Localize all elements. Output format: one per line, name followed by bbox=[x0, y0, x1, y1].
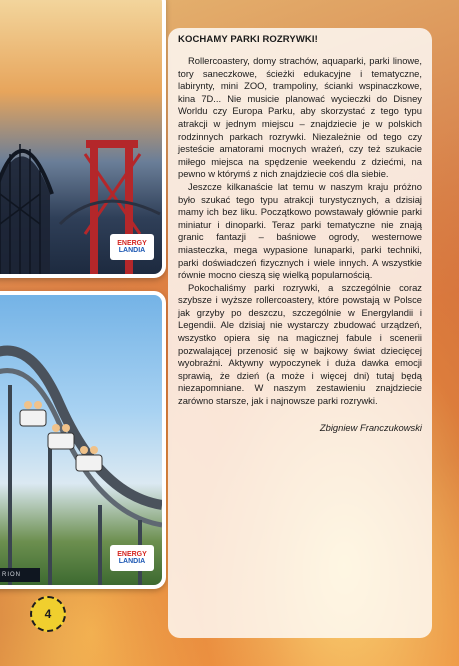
article-paragraph: Pokochaliśmy parki rozrywki, a szczególnie coraz szybsze i wyższe rollercoastery, które powstają w Polsce jak grzyby po deszczu, szczególnie w Energylandii i Legendii. Ale dzisiaj nie wystarczy zbudować urządzeń, wszystko opiera się na magicznej fabule i scenerii pozwalającej przenosić się w bajkowy świat dziecięcej wyobraźni. Aktywny wypoczynek i duża dawka emocji sprawią, że dzień (a może i więcej dni) tutaj będą niezapomniane. W naszym zestawieniu znajdziecie zarówno starsze, jak i najnowsze parki rozrywki. bbox=[178, 281, 422, 407]
photo-caption-strip: RION bbox=[0, 568, 40, 582]
article-panel bbox=[168, 28, 432, 638]
energylandia-logo: ENERGY LANDIA bbox=[110, 545, 154, 571]
page-number-badge bbox=[30, 596, 66, 632]
page-number: 4 bbox=[44, 607, 52, 621]
article-paragraph: Rollercoastery, domy strachów, aquaparki, parki linowe, tory saneczkowe, ścieżki edukacyjne i tematyczne, labirynty, mini ZOO, trampoliny, ścianki wspinaczkowe, kina 7D... Nie musicie planować wycieczki do Disney Worldu czy Europa Parku, aby skorzystać z tego typu atrakcji w jednym miejscu – znajdziecie je w polskich rodzinnych parkach rozrywki. Niezależnie od tego czy jesteście amatorami mocnych wrażeń, czy też szukacie miłego miejsca na spędzenie weekendu z dziećmi, na pewno w którymś z nich znajdziecie coś dla siebie. bbox=[178, 55, 422, 180]
photo-rollercoaster-sunset bbox=[0, 0, 166, 278]
rollercoaster-sunset-illustration bbox=[0, 0, 162, 274]
rollercoaster-riders-illustration bbox=[0, 295, 162, 585]
article-paragraph: Jeszcze kilkanaście lat temu w naszym kraju próżno było szukać tego typu atrakcji turystycznych, a dzisiaj mamy ich bez liku. Początkowo powstawały głównie parki miniatur i dinoparki. Teraz parki tematyczne nie znają granic fantazji – baśniowe ogrody, westernowe miasteczka, mega wypasione lunaparki, parki techniki, parki doświadczeń fizycznych i wiele innych. A wszystkie równie mocno cieszą się wielką popularnością. bbox=[178, 180, 422, 281]
photo-rollercoaster-riders bbox=[0, 291, 166, 589]
article-heading: KOCHAMY PARKI ROZRYWKI! bbox=[178, 34, 318, 45]
energylandia-logo: ENERGY LANDIA bbox=[110, 234, 154, 260]
article-author: Zbigniew Franczukowski bbox=[319, 421, 422, 433]
